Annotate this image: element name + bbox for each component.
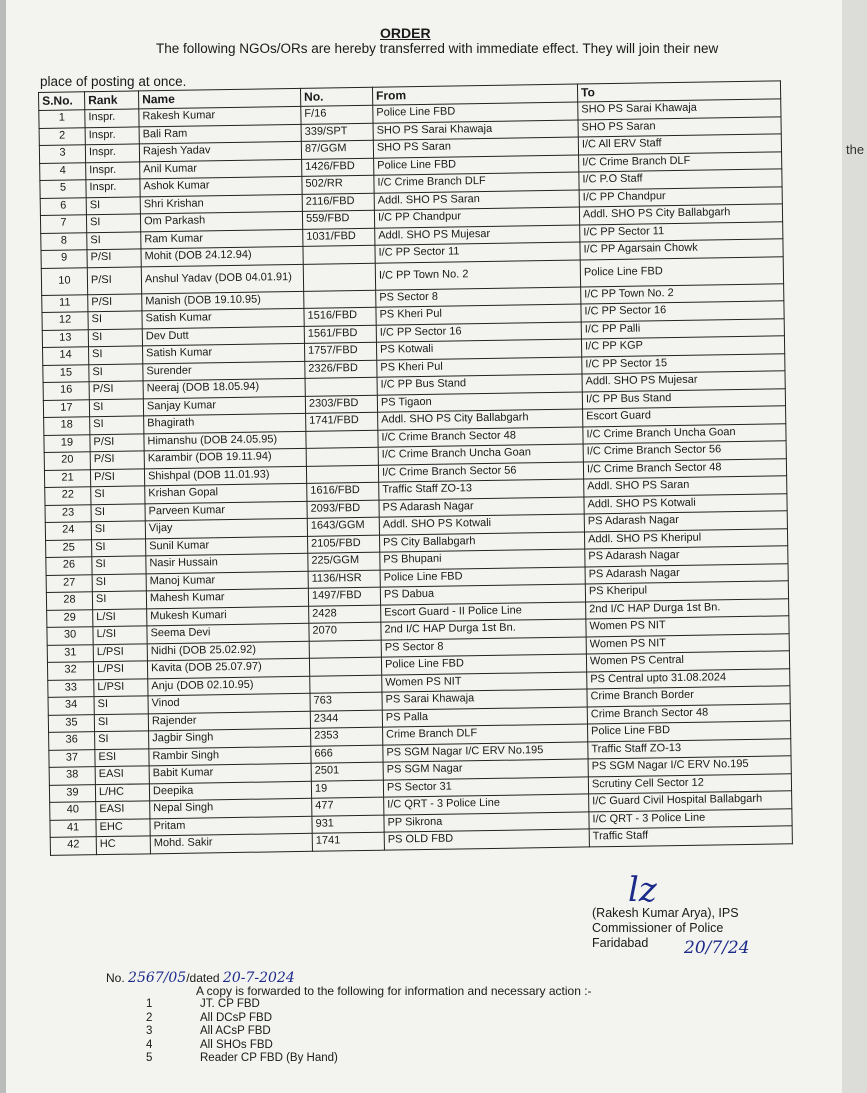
cell-name: Rajender [148, 711, 310, 731]
cell-sno: 42 [50, 837, 96, 855]
recipient-number: 2 [146, 1011, 153, 1024]
cell-name: Manoj Kumar [146, 571, 308, 591]
cell-to: I/C PP Sector 16 [581, 301, 784, 322]
cell-no: 2070 [309, 622, 381, 641]
cell-sno: 9 [41, 250, 87, 268]
cell-rank: SI [92, 556, 146, 574]
header-sno: S.No. [39, 92, 85, 111]
cell-from: PS Bhupani [380, 549, 585, 570]
cell-name: Himanshu (DOB 24.05.95) [144, 431, 306, 451]
cell-no: 339/SPT [301, 123, 373, 142]
cell-sno: 15 [43, 364, 89, 382]
cell-rank: SI [92, 573, 146, 591]
cell-to: I/C Guard Civil Hospital Ballabgarh [589, 791, 792, 812]
cell-sno: 28 [46, 592, 92, 610]
cell-rank: Inspr. [85, 109, 139, 127]
cell-rank: SI [88, 311, 142, 329]
cell-to: 2nd I/C HAP Durga 1st Bn. [586, 598, 789, 619]
cell-from: PS Sector 31 [383, 776, 588, 797]
cell-rank: EHC [96, 818, 150, 836]
cell-to: Scrutiny Cell Sector 12 [588, 773, 791, 794]
cell-no [309, 657, 381, 676]
cell-to: I/C PP Sector 11 [580, 221, 783, 242]
cell-sno: 39 [49, 784, 95, 802]
cell-to: PS Central upto 31.08.2024 [587, 668, 790, 689]
cell-from: PS Adarash Nagar [379, 496, 584, 517]
cell-rank: L/SI [93, 626, 147, 644]
header-to: To [577, 81, 780, 102]
intro-line-1: The following NGOs/ORs are hereby transferred with immediate effect. They will join their new [156, 41, 719, 56]
cell-to: Traffic Staff ZO-13 [588, 738, 791, 759]
cell-sno: 20 [44, 452, 90, 470]
cell-rank: P/SI [88, 293, 142, 311]
cell-sno: 3 [39, 145, 85, 163]
cell-no: 2326/FBD [305, 360, 377, 379]
cell-sno: 30 [47, 627, 93, 645]
cell-to: I/C Crime Branch DLF [579, 151, 782, 172]
cell-name: Nasir Hussain [146, 553, 308, 573]
cell-name: Om Parkash [140, 211, 302, 231]
cell-no: 2344 [310, 710, 382, 729]
cell-no: 225/GGM [308, 552, 380, 571]
cell-sno: 33 [48, 679, 94, 697]
cell-from: I/C PP Town No. 2 [375, 260, 580, 290]
cell-no: 666 [311, 745, 383, 764]
header-from: From [372, 84, 577, 105]
cell-no: 1426/FBD [302, 158, 374, 177]
cell-no: 87/GGM [301, 140, 373, 159]
cell-from: Police Line FBD [381, 654, 586, 675]
cell-sno: 4 [40, 162, 86, 180]
cell-rank: Inspr. [85, 126, 139, 144]
cell-name: Nepal Singh [150, 798, 312, 818]
cell-rank: SI [91, 521, 145, 539]
cell-name: Surender [143, 361, 305, 381]
cell-from: PS Kheri Pul [376, 304, 581, 325]
cell-to: PS Kheripul [585, 581, 788, 602]
cell-no: 1741/FBD [306, 412, 378, 431]
cell-sno: 8 [41, 232, 87, 250]
cell-from: PS Kotwali [376, 339, 581, 360]
cell-to: I/C Crime Branch Sector 48 [583, 458, 786, 479]
cell-rank: SI [94, 713, 148, 731]
cell-sno: 21 [44, 469, 90, 487]
cell-from: PS Tigaon [377, 391, 582, 412]
cell-to: Addl. SHO PS Kheripul [584, 528, 787, 549]
cell-no: 2428 [309, 605, 381, 624]
cell-rank: L/HC [95, 783, 149, 801]
cell-sno: 23 [45, 504, 91, 522]
cell-sno: 40 [50, 802, 96, 820]
cell-sno: 14 [43, 347, 89, 365]
cell-rank: P/SI [90, 451, 144, 469]
cell-to: Police Line FBD [587, 721, 790, 742]
cell-name: Seema Devi [147, 623, 309, 643]
cell-to: Escort Guard [583, 406, 786, 427]
recipient-item [146, 1052, 338, 1066]
cell-no: 1757/FBD [304, 342, 376, 361]
cell-from: Escort Guard - II Police Line [381, 601, 586, 622]
cell-no [303, 245, 375, 264]
dated-label: /dated [186, 971, 220, 985]
cell-rank: P/SI [87, 249, 141, 267]
cell-no [304, 290, 376, 309]
cell-to: I/C PP Town No. 2 [581, 283, 784, 304]
cell-to: I/C PP Bus Stand [582, 388, 785, 409]
cell-sno: 13 [42, 329, 88, 347]
cell-sno: 2 [39, 127, 85, 145]
cell-name: Manish (DOB 19.10.95) [142, 291, 304, 311]
cell-from: 2nd I/C HAP Durga 1st Bn. [381, 619, 586, 640]
cell-no: 477 [312, 797, 384, 816]
cell-from: I/C Crime Branch Sector 48 [378, 426, 583, 447]
signatory-place: Faridabad [592, 936, 649, 950]
cell-no [306, 430, 378, 449]
cell-name: Babit Kumar [149, 763, 311, 783]
recipient-item [146, 1039, 338, 1053]
recipient-number: 5 [146, 1052, 153, 1064]
cell-from: I/C Crime Branch Uncha Goan [378, 444, 583, 465]
cell-to: Women PS NIT [586, 616, 789, 637]
no-label: No. [106, 971, 125, 985]
cell-from: Traffic Staff ZO-13 [379, 479, 584, 500]
cell-to: Crime Branch Sector 48 [587, 703, 790, 724]
cell-from: Police Line FBD [373, 102, 578, 123]
cell-no [310, 675, 382, 694]
cell-from: I/C Crime Branch Sector 56 [378, 461, 583, 482]
cell-from: PS City Ballabgarh [379, 531, 584, 552]
cell-no: 559/FBD [302, 210, 374, 229]
cell-rank: EASI [95, 766, 149, 784]
cell-sno: 34 [48, 697, 94, 715]
cell-from: I/C PP Bus Stand [377, 374, 582, 395]
cell-name: Vinod [148, 693, 310, 713]
cell-rank: SI [94, 696, 148, 714]
cell-rank: HC [96, 836, 150, 854]
recipient-item [146, 1012, 338, 1026]
cell-to: PS SGM Nagar I/C ERV No.195 [588, 756, 791, 777]
cell-to: I/C PP Agarsain Chowk [580, 239, 783, 260]
endorsement-date: 20-7-2024 [222, 970, 295, 986]
recipient-number: 3 [146, 1025, 153, 1037]
cell-no: 19 [311, 780, 383, 799]
cell-no [305, 377, 377, 396]
recipient-text: All DCsP FBD [200, 1011, 272, 1024]
cell-from: PS SGM Nagar I/C ERV No.195 [383, 741, 588, 762]
cell-sno: 37 [49, 749, 95, 767]
cell-name: Anju (DOB 02.10.95) [148, 676, 310, 696]
cell-name: Ram Kumar [141, 229, 303, 249]
recipient-text: All ACsP FBD [200, 1025, 271, 1037]
cell-no: 1741 [312, 832, 384, 851]
cell-name: Mohd. Sakir [150, 833, 312, 853]
cell-from: PS SGM Nagar [383, 759, 588, 780]
header-rank: Rank [85, 91, 139, 110]
cell-name: Rambir Singh [149, 746, 311, 766]
cell-rank: SI [86, 196, 140, 214]
recipient-item [146, 998, 338, 1012]
cell-name: Kavita (DOB 25.07.97) [147, 658, 309, 678]
cell-sno: 17 [43, 399, 89, 417]
cell-no: 1031/FBD [303, 228, 375, 247]
cell-no: 502/RR [302, 175, 374, 194]
cell-sno: 16 [43, 382, 89, 400]
cell-from: Women PS NIT [382, 671, 587, 692]
cell-no: F/16 [301, 105, 373, 124]
cell-no: 2303/FBD [305, 395, 377, 414]
cell-name: Nidhi (DOB 25.02.92) [147, 641, 309, 661]
cell-name: Sanjay Kumar [143, 396, 305, 416]
cell-rank: SI [91, 486, 145, 504]
cell-no: 1136/HSR [308, 570, 380, 589]
cell-no [306, 447, 378, 466]
cell-sno: 11 [42, 294, 88, 312]
cell-rank: L/PSI [93, 661, 147, 679]
cell-from: SHO PS Saran [373, 137, 578, 158]
cell-no: 2093/FBD [307, 500, 379, 519]
cell-from: PS Palla [382, 706, 587, 727]
cell-no [309, 640, 381, 659]
transfer-table [38, 80, 793, 855]
cell-from: I/C PP Sector 11 [375, 242, 580, 263]
cell-rank: L/PSI [93, 643, 147, 661]
endorsement-number: 2567/05 [128, 970, 187, 986]
cell-sno: 22 [45, 487, 91, 505]
cell-name: Neeraj (DOB 18.05.94) [143, 378, 305, 398]
handwritten-signature: lz [628, 870, 657, 910]
cell-no: 931 [312, 815, 384, 834]
cell-from: I/C PP Sector 16 [376, 321, 581, 342]
cell-sno: 1 [39, 110, 85, 128]
recipient-text: All SHOs FBD [200, 1038, 273, 1051]
cell-to: PS Adarash Nagar [584, 511, 787, 532]
cell-name: Pritam [150, 816, 312, 836]
cell-sno: 25 [46, 539, 92, 557]
table-body [39, 99, 793, 855]
cell-from: Police Line FBD [380, 566, 585, 587]
cell-sno: 24 [45, 522, 91, 540]
cell-from: Addl. SHO PS Mujesar [375, 225, 580, 246]
cell-to: I/C QRT - 3 Police Line [589, 808, 792, 829]
cell-to: I/C PP Palli [581, 318, 784, 339]
cell-name: Bali Ram [139, 124, 301, 144]
cell-no: 1561/FBD [304, 325, 376, 344]
cell-to: PS Adarash Nagar [585, 563, 788, 584]
cell-to: SHO PS Saran [578, 116, 781, 137]
cell-name: Anil Kumar [140, 159, 302, 179]
cell-from: I/C QRT - 3 Police Line [384, 794, 589, 815]
cell-sno: 27 [46, 574, 92, 592]
cell-sno: 29 [47, 609, 93, 627]
cell-to: Police Line FBD [580, 256, 783, 286]
cell-rank: SI [89, 363, 143, 381]
cell-name: Deepika [149, 781, 311, 801]
cell-to: Traffic Staff [589, 826, 792, 847]
signatory-designation: Commissioner of Police [592, 921, 724, 935]
cell-rank: ESI [95, 748, 149, 766]
cell-rank: SI [88, 328, 142, 346]
cell-no [303, 263, 375, 291]
cell-rank: P/SI [90, 433, 144, 451]
cell-no: 2501 [311, 762, 383, 781]
order-title: ORDER [380, 25, 431, 41]
cell-rank: SI [95, 731, 149, 749]
cell-no: 763 [310, 692, 382, 711]
cell-rank: SI [87, 231, 141, 249]
cell-rank: L/SI [93, 608, 147, 626]
cell-name: Mohit (DOB 24.12.94) [141, 246, 303, 266]
cell-to: Addl. SHO PS Saran [584, 476, 787, 497]
cell-no: 1616/FBD [307, 482, 379, 501]
cell-sno: 36 [49, 732, 95, 750]
background-page-edge [842, 0, 867, 1093]
cell-rank: Inspr. [86, 179, 140, 197]
cell-from: Addl. SHO PS Kotwali [379, 514, 584, 535]
recipient-list [146, 998, 338, 1066]
cell-name: Vijay [145, 518, 307, 538]
cell-rank: Inspr. [86, 161, 140, 179]
cell-name: Rajesh Yadav [139, 141, 301, 161]
cell-name: Anshul Yadav (DOB 04.01.91) [141, 264, 303, 294]
cell-name: Bhagirath [144, 413, 306, 433]
cell-rank: SI [91, 503, 145, 521]
cell-to: Addl. SHO PS City Ballabgarh [579, 204, 782, 225]
cell-rank: P/SI [89, 381, 143, 399]
intro-line-2: place of posting at once. [40, 74, 187, 89]
cell-no: 1643/GGM [307, 517, 379, 536]
cell-name: Dev Dutt [142, 326, 304, 346]
cell-sno: 26 [46, 557, 92, 575]
header-name: Name [138, 88, 300, 109]
cell-rank: SI [92, 538, 146, 556]
cell-rank: L/PSI [94, 678, 148, 696]
recipient-number: 4 [146, 1038, 153, 1051]
cell-to: Women PS Central [586, 651, 789, 672]
cell-to: Addl. SHO PS Kotwali [584, 493, 787, 514]
cell-to: Addl. SHO PS Mujesar [582, 371, 785, 392]
cell-name: Mahesh Kumar [146, 588, 308, 608]
cell-to: I/C PP Chandpur [579, 186, 782, 207]
cell-from: Crime Branch DLF [383, 724, 588, 745]
cell-name: Shri Krishan [140, 194, 302, 214]
cell-no: 2105/FBD [308, 535, 380, 554]
cell-from: I/C Crime Branch DLF [374, 172, 579, 193]
cell-from: PS Dabua [380, 584, 585, 605]
recipient-item [146, 1025, 338, 1039]
cell-rank: P/SI [90, 468, 144, 486]
cell-rank: SI [90, 416, 144, 434]
cell-name: Satish Kumar [142, 308, 304, 328]
cell-name: Jagbir Singh [149, 728, 311, 748]
cell-name: Sunil Kumar [146, 536, 308, 556]
cell-to: SHO PS Sarai Khawaja [578, 99, 781, 120]
cell-from: PS Sector 8 [376, 287, 581, 308]
cell-sno: 32 [47, 662, 93, 680]
cell-name: Krishan Gopal [145, 483, 307, 503]
header-no: No. [300, 87, 372, 106]
recipient-text: Reader CP FBD (By Hand) [200, 1052, 338, 1064]
cell-from: PS Sector 8 [381, 636, 586, 657]
recipient-number: 1 [146, 998, 153, 1010]
cell-rank: P/SI [87, 266, 141, 294]
cell-to: I/C All ERV Staff [578, 134, 781, 155]
handwritten-sign-date: 20/7/24 [684, 938, 750, 958]
cell-sno: 6 [40, 197, 86, 215]
cell-sno: 35 [48, 714, 94, 732]
recipient-text: JT. CP FBD [200, 998, 260, 1010]
cell-to: I/C PP KGP [581, 336, 784, 357]
cell-to: I/C Crime Branch Uncha Goan [583, 423, 786, 444]
side-page-text: the [846, 142, 865, 157]
cell-rank: SI [92, 591, 146, 609]
cell-name: Rakesh Kumar [139, 106, 301, 126]
copy-forward-text: A copy is forwarded to the following for information and necessary action :- [196, 984, 592, 998]
cell-no [306, 465, 378, 484]
cell-rank: Inspr. [85, 144, 139, 162]
cell-sno: 12 [42, 312, 88, 330]
cell-from: SHO PS Sarai Khawaja [373, 120, 578, 141]
cell-to: I/C P.O Staff [579, 169, 782, 190]
cell-rank: SI [89, 398, 143, 416]
cell-name: Ashok Kumar [140, 176, 302, 196]
cell-sno: 31 [47, 644, 93, 662]
cell-no: 2353 [311, 727, 383, 746]
cell-no: 1497/FBD [308, 587, 380, 606]
cell-rank: EASI [96, 801, 150, 819]
cell-from: PS Kheri Pul [377, 356, 582, 377]
cell-no: 2116/FBD [302, 193, 374, 212]
cell-from: PS OLD FBD [384, 829, 589, 850]
cell-sno: 5 [40, 180, 86, 198]
cell-from: PP Sikrona [384, 811, 589, 832]
cell-name: Shishpal (DOB 11.01.93) [144, 466, 306, 486]
cell-name: Parveen Kumar [145, 501, 307, 521]
cell-name: Satish Kumar [143, 343, 305, 363]
cell-name: Karambir (DOB 19.11.94) [144, 448, 306, 468]
cell-to: Women PS NIT [586, 633, 789, 654]
cell-to: Crime Branch Border [587, 686, 790, 707]
cell-sno: 41 [50, 819, 96, 837]
cell-from: Police Line FBD [374, 155, 579, 176]
cell-to: I/C Crime Branch Sector 56 [583, 441, 786, 462]
cell-from: I/C PP Chandpur [374, 207, 579, 228]
cell-sno: 10 [41, 267, 87, 295]
cell-name: Mukesh Kumari [147, 606, 309, 626]
cell-no: 1516/FBD [304, 307, 376, 326]
cell-from: Addl. SHO PS City Ballabgarh [378, 409, 583, 430]
cell-rank: SI [89, 346, 143, 364]
cell-rank: SI [86, 214, 140, 232]
signatory-name: (Rakesh Kumar Arya), IPS [592, 906, 739, 920]
cell-sno: 7 [40, 215, 86, 233]
cell-from: PS Sarai Khawaja [382, 689, 587, 710]
cell-to: PS Adarash Nagar [585, 546, 788, 567]
cell-sno: 18 [44, 417, 90, 435]
cell-sno: 38 [49, 767, 95, 785]
cell-sno: 19 [44, 434, 90, 452]
cell-from: Addl. SHO PS Saran [374, 190, 579, 211]
cell-to: I/C PP Sector 15 [582, 353, 785, 374]
